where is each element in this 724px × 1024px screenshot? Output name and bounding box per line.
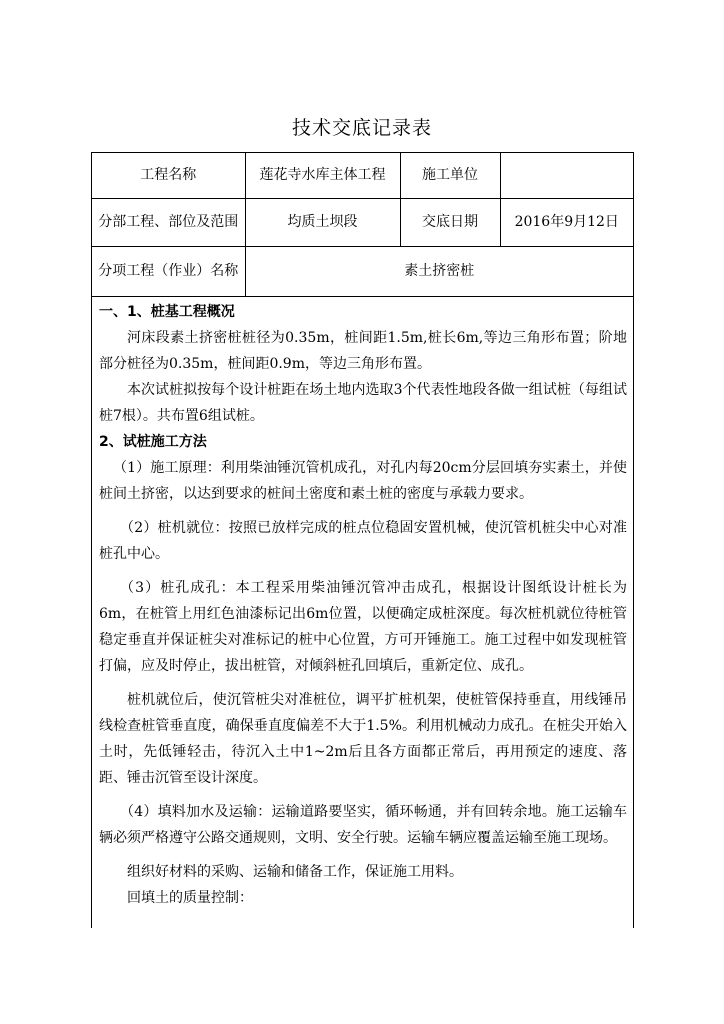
section-1-paragraph-2: 本次试桩拟按每个设计桩距在场土地内选取3个代表性地段各做一组试桩（每组试桩7根）。共布置6组试桩。 — [99, 381, 627, 424]
section-2-paragraph-7: 回填土的质量控制： — [127, 889, 253, 906]
subitem-label: 分项工程（作业）名称 — [92, 246, 245, 296]
disclosure-content — [92, 297, 633, 911]
section-2-heading: 2、试桩施工方法 — [99, 433, 207, 450]
date-label: 交底日期 — [400, 198, 500, 246]
contractor-label: 施工单位 — [400, 153, 500, 198]
subitem-value: 素土挤密桩 — [245, 246, 633, 296]
header-table — [92, 153, 633, 297]
section-2-paragraph-4: 桩机就位后，使沉管桩尖对准桩位，调平扩桩机架，使桩管保持垂直，用线锤吊线检查桩管垂直度，确保垂直度偏差不大于1.5%。利用机械动力成孔。在桩尖开始入土时，先低锤轻击，待沉入土中1~2m后且各方面都正常后，再用预定的速度、落距、锤击沉管至设计深度。 — [99, 691, 627, 786]
record-sheet — [91, 152, 634, 928]
section-2-paragraph-6: 组织好材料的采购、运输和储备工作，保证施工用料。 — [127, 863, 463, 880]
section-2-paragraph-2: （2）桩机就位：按照已放样完成的桩点位稳固安置机械，使沉管机桩尖中心对准桩孔中心。 — [99, 519, 627, 562]
header-row-division — [92, 198, 633, 246]
section-2-paragraph-1: （1）施工原理：利用柴油锤沉管机成孔，对孔内每20cm分层回填夯实素土，并使桩间土挤密，以达到要求的桩间土密度和素土桩的密度与承载力要求。 — [99, 459, 627, 502]
header-row-subitem — [92, 246, 633, 296]
section-2-paragraph-5: （4）填料加水及运输：运输道路要坚实，循环畅通，并有回转余地。施工运输车辆必须严格遵守公路交通规则，文明、安全行驶。运输车辆应覆盖运输至施工现场。 — [99, 803, 627, 846]
section-1-heading: 一、1、桩基工程概况 — [99, 303, 235, 320]
date-value: 2016年9月12日 — [500, 198, 633, 246]
page-title: 技术交底记录表 — [291, 117, 432, 139]
section-2-paragraph-3: （3）桩孔成孔：本工程采用柴油锤沉管冲击成孔，根据设计图纸设计桩长为6m，在桩管上用红色油漆标记出6m位置，以便确定成桩深度。每次桩机就位待桩管稳定垂直并保证桩尖对准标记的桩中心位置，方可开锤施工。施工过程中如发现桩管打偏，应及时停止，拔出桩管，对倾斜桩孔回填后，重新定位、成孔。 — [99, 579, 627, 674]
project-name-value: 莲花寺水库主体工程 — [245, 153, 400, 198]
contractor-value — [500, 153, 633, 198]
division-value: 均质土坝段 — [245, 198, 400, 246]
division-label: 分部工程、部位及范围 — [92, 198, 245, 246]
header-row-project — [92, 153, 633, 198]
section-1-paragraph-1: 河床段素土挤密桩桩径为0.35m，桩间距1.5m,桩长6m,等边三角形布置；阶地部分桩径为0.35m，桩间距0.9m，等边三角形布置。 — [99, 329, 627, 372]
project-name-label: 工程名称 — [92, 153, 245, 198]
